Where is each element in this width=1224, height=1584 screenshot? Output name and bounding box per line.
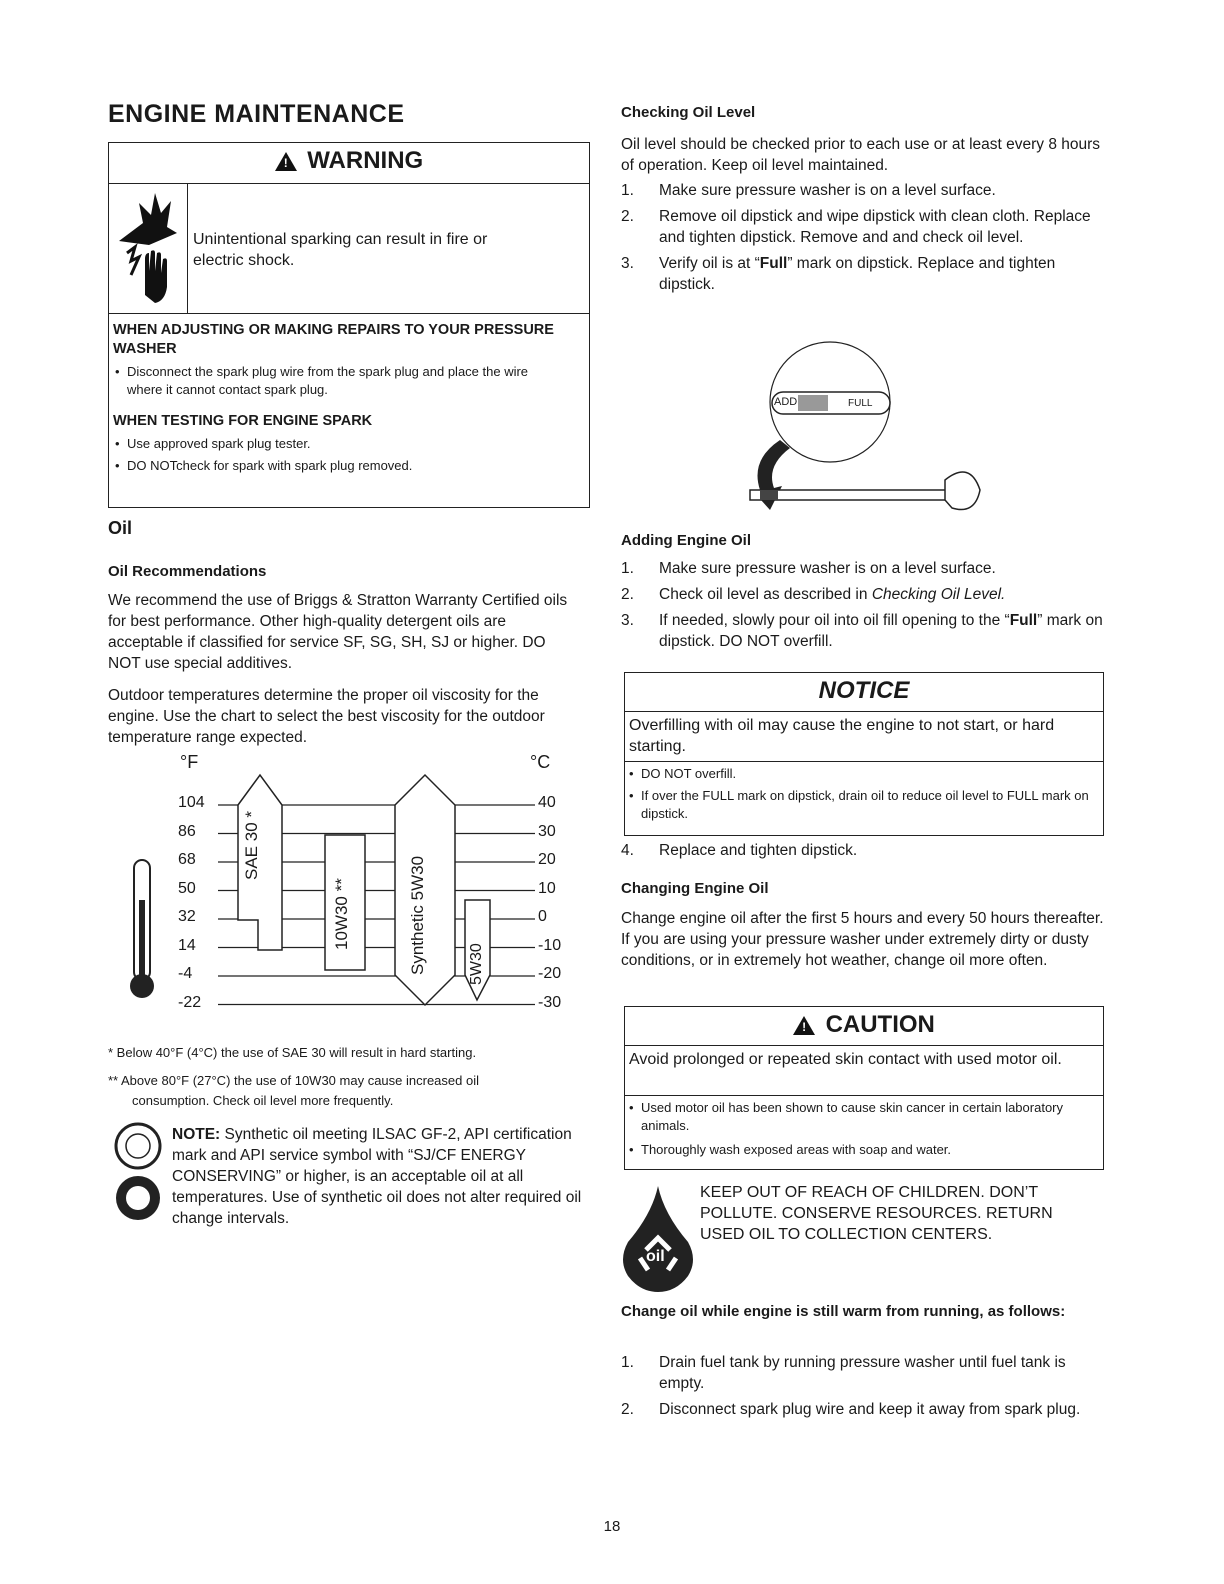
notice-text: Overfilling with oil may cause the engine to not start, or hard starting.	[629, 717, 1055, 755]
synthetic-oil-note	[172, 1124, 592, 1229]
checking-intro: Oil level should be checked prior to each use or at least every 8 hours of operation. Keep oil level maintained.	[621, 136, 1101, 174]
adding-engine-oil-heading: Adding Engine Oil	[621, 532, 751, 549]
note-label: NOTE:	[172, 1126, 221, 1143]
recycle-oil-drop-icon	[618, 1184, 698, 1294]
footnote-10w30-a: ** Above 80°F (27°C) the use of 10W30 may cause increased oil	[108, 1073, 479, 1088]
chart-tick-f: -4	[178, 965, 193, 982]
chart-label-synthetic-5w30: Synthetic 5W30	[408, 855, 427, 975]
warning-subheading-testing: WHEN TESTING FOR ENGINE SPARK	[113, 413, 373, 429]
caution-title: CAUTION	[825, 1011, 935, 1038]
check-step-2: Remove oil dipstick and wipe dipstick with clean cloth. Replace and tighten dipstick. Remove and and check oil level.	[659, 208, 1091, 246]
chart-unit-f: °F	[180, 752, 199, 772]
chart-label-5w30: 5W30	[468, 943, 485, 985]
warning-title: WARNING	[307, 147, 424, 174]
recycle-drop-label: oil	[646, 1248, 665, 1265]
warning-text: Unintentional sparking can result in fire or electric shock.	[193, 231, 488, 269]
chart-tick-f: -22	[178, 993, 202, 1011]
chart-label-sae30: SAE 30 *	[242, 811, 261, 880]
chart-tick-c: 10	[538, 879, 556, 897]
check-step-1: Make sure pressure washer is on a level surface.	[659, 182, 996, 199]
warm-step-2: Disconnect spark plug wire and keep it away from spark plug.	[659, 1401, 1081, 1418]
warning-subheading-adjusting: WHEN ADJUSTING OR MAKING REPAIRS TO YOUR PRESSURE WASHER	[113, 322, 554, 357]
chart-tick-f: 104	[178, 794, 205, 811]
footnote-10w30-b: consumption. Check oil level more frequently.	[132, 1093, 394, 1108]
changing-text: Change engine oil after the first 5 hours and every 50 hours thereafter. If you are using your pressure washer under extremely dirty or dusty conditions, or in extremely hot weather, change oil more often.	[621, 910, 1104, 969]
chart-tick-f: 14	[178, 936, 196, 954]
caution-text: Avoid prolonged or repeated skin contact with used motor oil.	[629, 1051, 1062, 1068]
chart-tick-f: 32	[178, 908, 196, 925]
viscosity-chart	[120, 752, 580, 1040]
footnote-sae30: * Below 40°F (4°C) the use of SAE 30 will result in hard starting.	[108, 1045, 477, 1060]
chart-tick-c: 0	[538, 908, 547, 925]
notice-bullet-overfill: • DO NOT overfill.	[627, 765, 1101, 783]
dipstick-add-label: ADD	[774, 396, 798, 408]
oil-recommendations-text: We recommend the use of Briggs & Stratton Warranty Certified oils for best performance. Other high-quality detergent oils are acceptable if classified for service SF, SG, SH, SJ or higher. DO NOT use special additives.	[108, 592, 568, 672]
warning-box	[108, 142, 590, 508]
page-title: ENGINE MAINTENANCE	[108, 100, 405, 128]
adding-step-3: If needed, slowly pour oil into oil fill opening to the “Full” mark on dipstick. DO NOT overfill.	[659, 612, 1103, 650]
oil-viscosity-text: Outdoor temperatures determine the proper oil viscosity for the engine. Use the chart to select the best viscosity for the outdoor temperature range expected.	[108, 687, 545, 746]
adding-step-1: Make sure pressure washer is on a level surface.	[659, 560, 996, 577]
caution-bullet-wash: • Thoroughly wash exposed areas with soap and water.	[627, 1141, 1101, 1159]
warning-triangle-icon: !	[275, 152, 297, 171]
oil-recommendations-heading: Oil Recommendations	[108, 563, 267, 580]
notice-bullet-drain: • If over the FULL mark on dipstick, drain oil to reduce oil level to FULL mark on dipstick.	[627, 787, 1101, 823]
fire-shock-icon	[109, 183, 188, 313]
page-number: 18	[603, 1518, 621, 1535]
chart-tick-c: 40	[538, 794, 556, 811]
chart-tick-f: 86	[178, 822, 196, 840]
chart-unit-c: °C	[530, 752, 551, 772]
chart-tick-c: 30	[538, 822, 556, 840]
warm-engine-heading: Change oil while engine is still warm from running, as follows:	[621, 1303, 1066, 1320]
api-symbols-icon	[108, 1122, 168, 1222]
caution-header	[625, 1011, 1103, 1039]
warning-bullet-no-check: • DO NOTcheck for spark with spark plug removed.	[113, 457, 583, 475]
thermometer-icon	[130, 860, 154, 998]
chart-tick-f: 50	[178, 879, 196, 897]
dipstick-illustration	[730, 340, 1000, 520]
adding-step-4: Replace and tighten dipstick.	[659, 842, 858, 859]
chart-tick-c: -30	[538, 993, 562, 1011]
checking-oil-level-heading: Checking Oil Level	[621, 104, 756, 121]
note-text: Synthetic oil meeting ILSAC GF-2, API certification mark and API service symbol with “SJ/CF ENERGY CONSERVING” or higher, is an acceptable oil at all temperatures. Use of synthetic oil does not alter required oil change intervals.	[172, 1126, 582, 1227]
caution-box	[624, 1006, 1104, 1170]
chart-tick-f: 68	[178, 851, 196, 868]
dipstick-full-label: FULL	[848, 398, 873, 409]
chart-tick-c: 20	[538, 851, 556, 868]
changing-engine-oil-heading: Changing Engine Oil	[621, 880, 769, 897]
adding-step-2: Check oil level as described in Checking Oil Level.	[659, 586, 1006, 603]
notice-box	[624, 672, 1104, 836]
warning-bullet-disconnect: • Disconnect the spark plug wire from the spark plug and place the wire where it cannot contact spark plug.	[113, 363, 567, 399]
check-step-3: Verify oil is at “Full” mark on dipstick. Replace and tighten dipstick.	[659, 255, 1056, 293]
chart-label-10w30: 10W30 **	[332, 878, 351, 950]
notice-title: NOTICE	[818, 677, 910, 704]
oil-heading: Oil	[108, 518, 133, 538]
warning-bullet-tester: • Use approved spark plug tester.	[113, 435, 583, 453]
caution-triangle-icon: !	[793, 1016, 815, 1035]
warning-header	[109, 147, 589, 175]
recycle-text: KEEP OUT OF REACH OF CHILDREN. DON’T POLLUTE. CONSERVE RESOURCES. RETURN USED OIL TO COLLECTION CENTERS.	[700, 1184, 1053, 1243]
chart-tick-c: -20	[538, 965, 562, 982]
chart-tick-c: -10	[538, 936, 562, 954]
caution-bullet-cancer: • Used motor oil has been shown to cause skin cancer in certain laboratory animals.	[627, 1099, 1101, 1135]
warm-step-1: Drain fuel tank by running pressure washer until fuel tank is empty.	[659, 1354, 1066, 1392]
